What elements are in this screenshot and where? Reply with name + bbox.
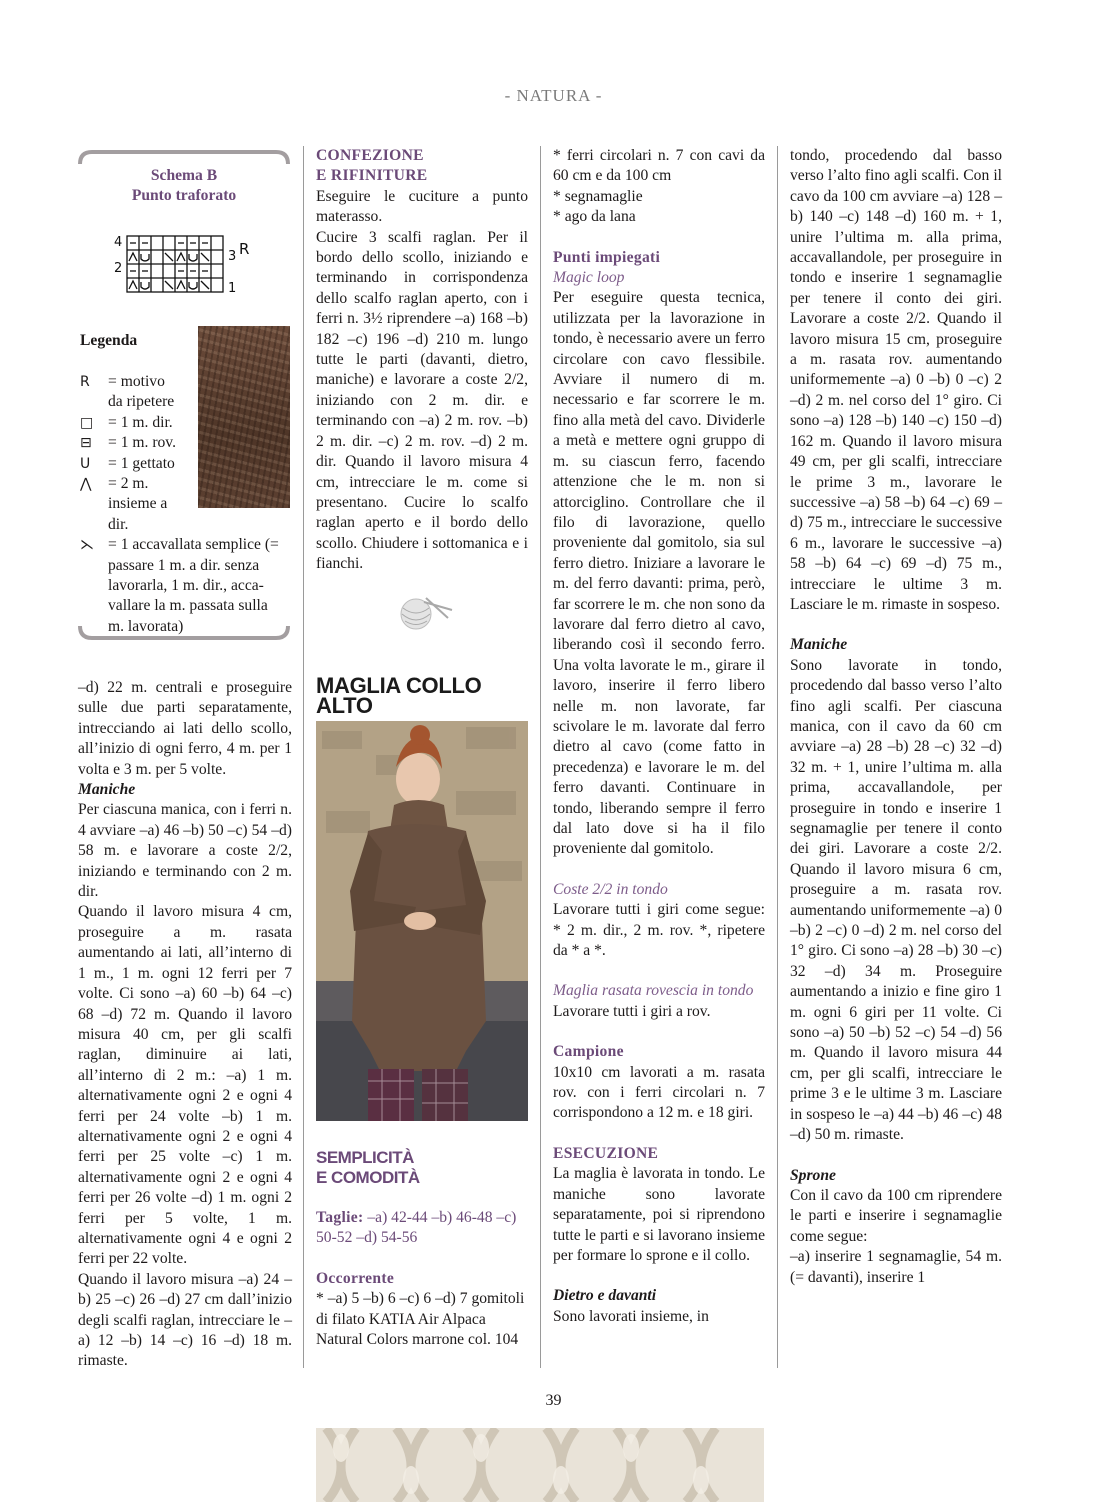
legend-text: = 1 m. dir.	[108, 413, 173, 431]
spacer	[553, 961, 765, 981]
legend-title: Legenda	[80, 332, 138, 349]
paragraph: * ago da lana	[553, 208, 636, 226]
paragraph: Con il cavo da 100 cm riprendere le parti e inserire i segnamaglie come segue:	[790, 1186, 1002, 1245]
section-heading: Sprone	[790, 1166, 836, 1184]
legend-symbol-icon: U	[80, 455, 91, 472]
confezione-title: CONFEZIONE	[316, 147, 424, 164]
chart-row-1: 1	[228, 281, 237, 296]
section-heading: Maniche	[790, 636, 848, 654]
legend-symbol-icon: R	[80, 374, 90, 390]
schema-box	[74, 146, 294, 644]
paragraph: –d) 22 m. centrali e proseguire sulle due parti separatamente, intrecciando ai lati dello scollo, all’inizio di ogni ferro, 4 m. per 1 volta e 3 m. per 5 volte.	[78, 679, 292, 778]
spacer	[553, 228, 765, 248]
column-rule	[540, 146, 541, 1368]
section-heading: ESECUZIONE	[553, 1144, 659, 1162]
occorrente-title: Occorrente	[316, 1269, 395, 1287]
paragraph: * ferri circolari n. 7 con cavi da 60 cm e da 100 cm	[553, 147, 765, 185]
chart-row-3: 3	[228, 249, 237, 264]
legend-item	[80, 474, 300, 494]
spacer	[553, 1124, 765, 1144]
section-heading: Dietro e davanti	[553, 1287, 657, 1305]
chart-row-4: 4	[114, 235, 123, 250]
paragraph: Sono lavorati insieme, in	[553, 1307, 709, 1325]
column-4	[790, 146, 1002, 1288]
taglie-label: Taglie:	[316, 1209, 364, 1226]
legend-symbol-icon: ⊟	[80, 435, 92, 452]
legend-text: = motivo	[108, 373, 165, 390]
legend-item	[80, 433, 300, 453]
legend-symbol-icon: ⋋	[80, 537, 94, 554]
occorrente-text: * –a) 5 –b) 6 –c) 6 –d) 7 gomitoli di filato KATIA Air Alpaca Natural Colors marrone col. 104	[316, 1290, 525, 1349]
legend-symbol-icon: □	[80, 414, 94, 431]
subsection-heading: Magic loop	[553, 269, 625, 287]
column-3	[553, 146, 765, 1327]
spacer	[553, 1266, 765, 1286]
spacer	[790, 1146, 1002, 1166]
legend-text: vallare la m. passata sulla	[108, 597, 268, 615]
legend-text: = 1 gettato	[108, 454, 175, 472]
maglia-title-wrap	[316, 673, 528, 726]
legend-text: = 2 m.	[108, 475, 149, 493]
column-rule	[303, 146, 304, 1368]
legend-item	[80, 535, 300, 555]
paragraph: Quando il lavoro misura –a) 24 –b) 25 –c) 26 –d) 27 cm dall’inizio degli scalfi raglan, intrecciare le –a) 12 –b) 14 –c) 16 –d) 18 m. rimaste.	[78, 1270, 292, 1370]
column-rule	[777, 146, 778, 1368]
confezione-text: Eseguire le cuciture a punto materasso.	[316, 187, 528, 226]
spacer	[553, 1022, 765, 1042]
subtitle: SEMPLICITÀ	[316, 1148, 414, 1167]
column-1	[78, 678, 292, 1372]
paragraph: 10x10 cm lavorati a m. rasata rov. con i ferri circolari n. 7 corrispondono a 12 m. e 18 giri.	[553, 1063, 765, 1122]
legend-text: passare 1 m. a dir. senza	[108, 556, 260, 574]
legend-text: = 1 accavallata semplice (=	[108, 536, 279, 554]
box-bottom-ornament	[74, 620, 294, 644]
legend-text: dir.	[108, 515, 129, 533]
taglie-values: –a) 42-44 –b) 46-48 –c) 50-52 –d) 54-56	[316, 1209, 517, 1247]
legend-text: = 1 m. rov.	[108, 434, 176, 452]
legend-item	[80, 413, 300, 433]
paragraph: Sono lavorate in tondo, procedendo dal basso verso l’alto fino agli scalfi. Per ciascuna manica, con il cavo da 60 cm avviare –a) 28 –b) 28 –c) 32 –d) 32 m. + 1, unire l’ultima m. alla prima, accavallandole, per proseguire in tondo e inserire 1 segnamaglie per tenere il conto dei giri. Lavorare a coste 2/2. Quando il lavoro misura 6 cm, proseguire a m. rasata rov. aumentando uniformemente –a) 0 –b) 2 –c) 0 –d) 2 m. nel corso del 1° giro. Ci sono –a) 28 –b) 30 –c) 32 –d) 34 m. Proseguire aumentando a inizio e fine giro 1 m. ogni 6 giri per 11 volte. Ci sono –a) 50 –b) 52 –c) 54 –d) 56 m. Quando il lavoro misura 44 cm, per gli scalfi, intrecciare le prime 3 e le ultime 3 m. Lasciare in sospeso le –a) 44 –b) 46 –c) 48 –d) 50 m. rimaste.	[790, 656, 1002, 1144]
paragraph: tondo, procedendo dal basso verso l’alto fino agli scalfi. Con il cavo da 100 cm avviare –a) 128 –b) 140 –c) 148 –d) 160 m. + 1, unire l’ultima m. alla prima, accavallandole, per proseguire in tondo e inserire 1 segnamaglie per tenere il conto dei giri. Lavorare a coste 2/2. Quando il lavoro misura 15 cm, proseguire a m. rasata rov. aumentando uniformemente –a) 0 –b) 0 –c) 2 –d) 2 m. nel corso del 1° giro. Ci sono –a) 128 –b) 140 –c) 150 –d) 162 m. Quando il lavoro misura 49 cm, per gli scalfi, intrecciare le prime 3 m., lavorare le successive –a) 58 –b) 64 –c) 69 –d) 75 m., intrecciare le successive 6 m., lavorare le successive –a) 58 –b) 64 –c) 69 –d) 75 m., intrecciare le ultime 3 m. Lasciare le m. rimaste in sospeso.	[790, 147, 1002, 613]
legend-text: insieme a	[108, 495, 168, 513]
page-number: 39	[545, 1392, 562, 1409]
section-heading: Maniche	[78, 781, 136, 799]
subsection-heading: Coste 2/2 in tondo	[553, 880, 668, 898]
chart-repeat: R	[239, 240, 250, 258]
section-heading: Punti impiegati	[553, 248, 661, 266]
paragraph: Per ciascuna manica, con i ferri n. 4 avviare –a) 46 –b) 50 –c) 54 –d) 58 m. e lavorare a coste 2/2, iniziando e terminando con 2 m. dir.	[78, 801, 292, 901]
paragraph: Quando il lavoro misura 4 cm, proseguire a m. rasata aumentando ai lati, all’interno di 1 m., 1 m. ogni 12 ferri per 7 volte. Ci sono –a) 60 –b) 64 –c) 68 –d) 72 m. Quando il lavoro misura 40 cm, per gli scalfi raglan, diminuire ai lati, all’interno di 2 m.: –a) 1 m. alternativamente ogni 2 e ogni 4 ferri per 24 volte –b) 1 m. alternativamente ogni 2 e ogni 4 ferri per 25 volte –c) 1 m. alternativamente ogni 2 e ogni 4 ferri per 26 volte –d) 1 m. ogni 2 ferri per 5 volte, 1 m. alternativamente ogni 4 e ogni 2 ferri per 22 volte.	[78, 903, 292, 1268]
legend-list	[80, 372, 300, 637]
paragraph: La maglia è lavorata in tondo. Le maniche sono lavorate separatamente, poi si riprendono tutte le parti e si lavorano insieme per formare lo sprone e il collo.	[553, 1165, 765, 1264]
column-2-bottom: SEMPLICITÀ E COMODITÀ Taglie: –a) 42-44 –b) 46-48 –c) 50-52 –d) 54-56 Occorrente * –a) 5 –b) 6 –c) 6 –d) 7 gomitoli di filato KATIA Air Alpaca Natural Colors marrone col. 104	[316, 1148, 528, 1350]
paragraph: Per eseguire questa tecnica, utilizzata per la lavorazione in tondo, è necessario avere un ferro circolare con cavo flessibile. Avviare il numero di m. necessario e far scorrere le m. fino alla metà del cavo. Dividerle a metà e mettere ogni gruppo di m. su ciascun ferro, facendo attenzione che le m. non si attorciglino. Controllare che il filo di lavorazione, quello proveniente dal gomitolo, sia sul ferro dietro. Iniziare a lavorare le m. del ferro davanti: prima, però, far scorrere le m. che non sono da lavorare dal ferro dietro al cavo, liberando così il secondo ferro. Una volta lavorate le m., girare il lavoro, inserire il ferro libero nelle m. non lavorate, far scivolare le m. lavorate dal ferro dietro al cavo (come fatto in precedenza) e lavorare le m. del ferro davanti. Continuare in tondo, liberando sempre il ferro dal lato dove si ha il filo proveniente dal gomitolo.	[553, 289, 765, 858]
chart-row-2: 2	[114, 261, 123, 276]
legend-symbol-icon: ⋀	[80, 476, 92, 493]
paragraph: –a) inserire 1 segnamaglie, 54 m. (= davanti), inserire 1	[790, 1248, 1002, 1286]
paragraph: Lavorare tutti i giri a rov.	[553, 1002, 711, 1020]
yarn-ball-icon	[388, 592, 458, 636]
spacer	[790, 615, 1002, 635]
column-2: CONFEZIONE E RIFINITURE Eseguire le cuciture a punto materasso. Cucire 3 scalfi raglan. Per il bordo dello scollo, iniziando e terminando in corrispondenza dello scalfo raglan aperto, con i ferri n. 3½ riprendere –a) 168 –b) 182 –c) 196 –d) 210 m. lungo tutte le parti (davanti, dietro, maniche) e lavorare a coste 2/2, iniziando con 2 m. dir. e terminando con –a) 2 m. rov. –b) 2 m. dir. –c) 2 m. rov. –d) 2 m. dir. Quando il lavoro misura 4 cm, intrecciare le m. come si presentano. Cucire lo scalfo raglan aperto e il bordo dello scollo. Chiudere i sottomanica e i fianchi.	[316, 147, 528, 573]
paragraph: * segnamaglie	[553, 187, 643, 205]
box-top-ornament	[74, 146, 294, 170]
legend-item	[80, 372, 300, 392]
running-header: - NATURA -	[504, 86, 603, 105]
stitch-chart	[114, 230, 254, 300]
section-heading: Campione	[553, 1043, 624, 1061]
schema-title: Schema B Punto traforato	[131, 167, 237, 204]
paragraph: Lavorare tutti i giri come segue: * 2 m. dir., 2 m. rov. *, ripetere da * a *.	[553, 901, 765, 960]
spacer	[553, 860, 765, 880]
legend-text: da ripetere	[108, 393, 175, 411]
legend-text: lavorarla, 1 m. dir., acca-	[108, 577, 264, 595]
legend-text: m. lavorata)	[108, 617, 184, 635]
article-title: MAGLIA COLLO ALTO	[316, 676, 528, 726]
model-photo	[316, 721, 528, 1121]
legend-item	[80, 454, 300, 474]
subsection-heading: Maglia rasata rovescia in tondo	[553, 982, 754, 1000]
cable-knit-photo	[316, 1428, 764, 1502]
